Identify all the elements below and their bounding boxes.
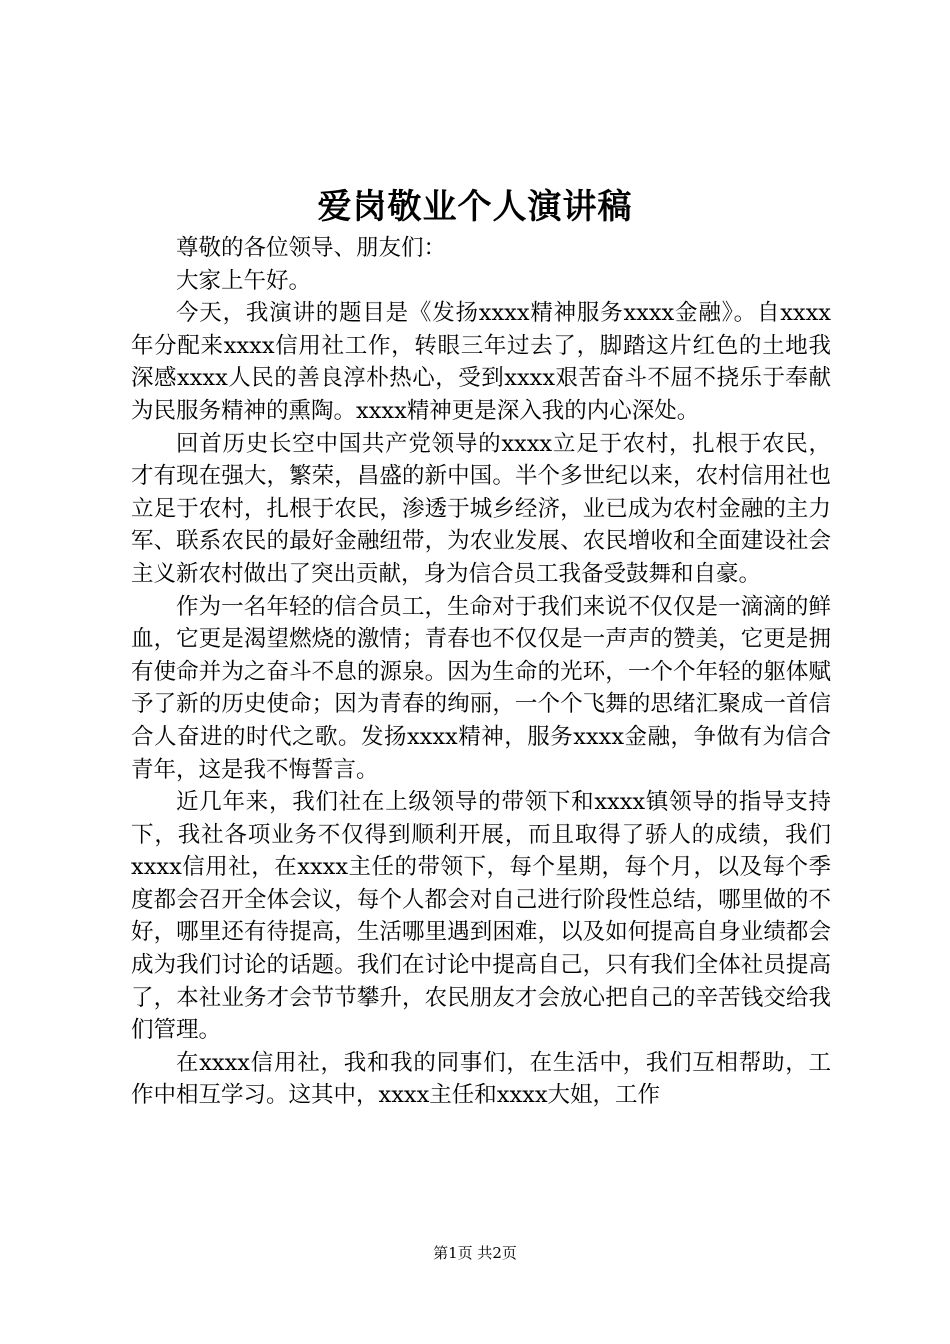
body-paragraph: 回首历史长空中国共产党领导的xxxx立足于农村，扎根于农民，才有现在强大，繁荣，昌盛的新中国。半个多世纪以来，农村信用社也立足于农村，扎根于农民，渗透于城乡经济，业已成为农村金融的主力军、联系农民的最好金融纽带，为农业发展、农民增收和全面建设社会主义新农村做出了突出贡献，身为信合员工我备受鼓舞和自豪。 [131,430,831,587]
document-body [131,232,831,1112]
body-paragraph: 作为一名年轻的信合员工，生命对于我们来说不仅仅是一滴滴的鲜血，它更是渴望燃烧的激情；青春也不仅仅是一声声的赞美，它更是拥有使命并为之奋斗不息的源泉。因为生命的光环，一个个年轻的躯体赋予了新的历史使命；因为青春的绚丽，一个个飞舞的思绪汇聚成一首信合人奋进的时代之歌。发扬xxxx精神，服务xxxx金融，争做有为信合青年，这是我不悔誓言。 [131,593,831,783]
body-paragraph: 在xxxx信用社，我和我的同事们，在生活中，我们互相帮助，工作中相互学习。这其中，xxxx主任和xxxx大姐，工作 [131,1049,831,1109]
body-paragraph: 近几年来，我们社在上级领导的带领下和xxxx镇领导的指导支持下，我社各项业务不仅得到顺利开展，而且取得了骄人的成绩，我们xxxx信用社，在xxxx主任的带领下，每个星期，每个月，以及每个季度都会召开全体会议，每个人都会对自己进行阶段性总结，哪里做的不好，哪里还有待提高，生活哪里遇到困难，以及如何提高自身业绩都会成为我们讨论的话题。我们在讨论中提高自己，只有我们全体社员提高了，本社业务才会节节攀升，农民朋友才会放心把自己的辛苦钱交给我们管理。 [131,789,831,1044]
salutation-paragraph: 尊敬的各位领导、朋友们： [176,235,447,261]
document-title: 爱岗敬业个人演讲稿 [317,187,633,227]
body-paragraph: 今天，我演讲的题目是《发扬xxxx精神服务xxxx金融》。自xxxx年分配来xxxx信用社工作，转眼三年过去了，脚踏这片红色的土地我深感xxxx人民的善良淳朴热心，受到xxxx艰苦奋斗不屈不挠乐于奉献为民服务精神的熏陶。xxxx精神更是深入我的内心深处。 [131,300,831,424]
greeting-paragraph: 大家上午好。 [176,267,312,294]
page-footer: 第1页 共2页 [433,1244,517,1262]
